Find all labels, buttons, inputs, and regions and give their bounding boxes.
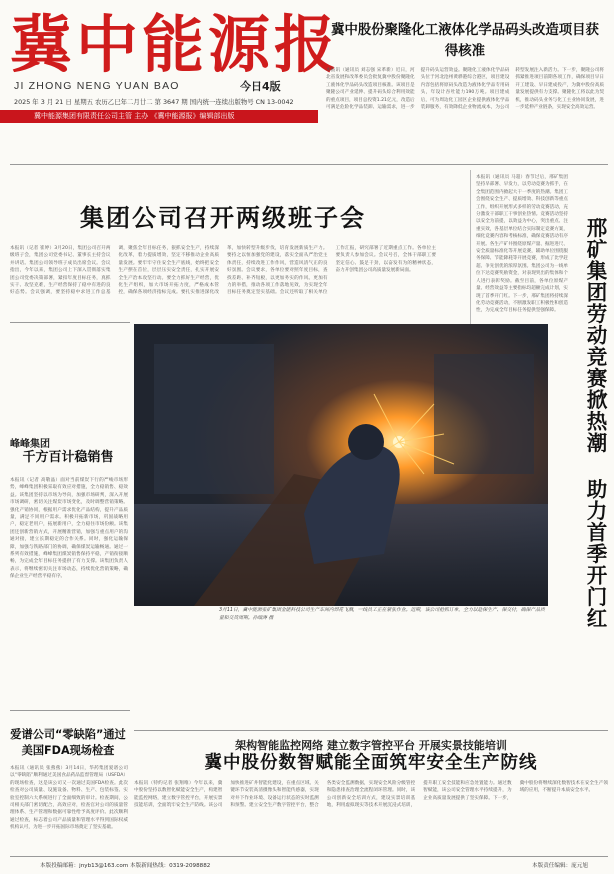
fengfeng-body: 本报讯（记者 高敬晶）面对当前煤炭下行的严峻市场形势，峰峰集团积极采取有效应对措施，全力稳销售、稳效益。该集团坚持以市场为导向，加强市场研判，深入开展市场调研，密切关注煤炭市场变化，及时调整营销策略。强化产销协同，根据用户需求优化产品结构，提升产品质量，满足不同用户需求。积极开拓新市场，巩固战略用户，稳定老用户，拓展新用户，全力稳住市场份额。该集团还创新营销方式，开展精准营销，加强与重点用户的沟通对接，建立长期稳定的合作关系。同时，强化运输保障，加强与铁路部门的协调，确保煤炭运输畅通。通过一系列有效措施，峰峰集团煤炭销售保持平稳，产销衔接顺畅，为完成全年目标任务提供了有力支撑。该集团负责人表示，将继续密切关注市场动态，持续优化营销策略，确保企业生产经营平稳有序。 bbox=[10, 478, 128, 580]
welding-photo bbox=[134, 324, 548, 606]
sponsor-text: 冀中能源集团有限责任公司主管 主办 《冀中能源报》编辑部出版 bbox=[34, 112, 235, 120]
safety-headline[interactable]: 冀中股份数智赋能全面筑牢安全生产防线 bbox=[204, 753, 538, 773]
safety-body: 本报讯（特约记者 张翔唯）今年以来，冀中股份坚持以数智化赋能安全生产，构建智能监控网络，建立数字管控平台，开展实景技能培训，全面筑牢安全生产防线。该公司加快推进矿井智能化建设，在重点区域、关键环节安装高清摄像头和智能传感器，实现对井下作业环境、设备运行状态的实时监测和预警。建立安全生产数字管控平台，整合各类安全监测数据，实现安全风险分级管控和隐患排查治理全流程闭环管理。同时，该公司创新安全培训方式，建设实景培训基地，利用虚拟现实等技术开展沉浸式培训，提升职工安全技能和应急处置能力。通过数智赋能，该公司安全管理水平持续提升，为企业高质量发展提供了坚实保障。下一步，冀中股份将继续深化数智技术在安全生产领域的应用，不断提升本质安全水平。 bbox=[134, 781, 608, 809]
fda-body: 本报讯（通讯员 张燕燕）3月14日，华药集团爱谱公司以“零缺陷”顺利通过美国食品药品监督管理局（USFDA）的现场检查，这是该公司又一次通过美国FDA检查。此次检查对公司质量、设施设备、物料、生产、包装标签、实验室控制六大系统进行了全面细致的审计。检查期间，公司相关部门密切配合，高效应对，检查官对公司的质量管理体系、生产管理和数据可靠性给予高度评价。此次顺利通过检查，标志着公司产品质量和管理水平得到国际权威机构认可，为进一步开拓国际市场奠定了坚实基础。 bbox=[10, 766, 128, 831]
fengfeng-headline[interactable]: 千方百计稳销售 bbox=[22, 450, 114, 465]
divider bbox=[10, 710, 130, 711]
safety-kicker: 架构智能监控网络 建立数字管控平台 开展实景技能培训 bbox=[235, 739, 507, 752]
labor-body: 本报讯（通讯员 马超）春节过后，邢矿集团坚持早部署、早发力，以劳动竞赛为抓手，在全集团范围内掀起大干一季度的热潮。集团工会围绕安全生产、提质增效、科技创新等重点工作，组织开展形式多样的劳动竞赛活动，充分激发干部职工干事创业热情。竞赛活动坚持以安全为前提，以效益为中心，突出重点、注重实效，各基层单位结合实际制定竞赛方案，细化竞赛内容和考核标准，确保竞赛活动有序开展。各生产矿井围绕原煤产量、掘进进尺、安全质量标准化等开展竞赛，辅助单位围绕服务保障、节能降耗等开展竞赛，形成了比学赶超、争先创优的浓厚氛围。集团公司为一线单位下达竞赛奖励资金，对表现突出的集体和个人进行表彰奖励。截至目前，各单位原煤产量、经营效益等主要指标均超额完成计划，实现了首季开门红。下一步，邢矿集团将持续深化劳动竞赛活动，不断激发职工积极性和创造性，为完成全年目标任务提供坚强保障。 bbox=[476, 175, 568, 314]
photo-caption: 3月11日，冀中能源张矿集团金能科技公司生产车间内焊花飞溅，一线员工正在紧张作业。近期，该公司抢抓订单，全力以赴保生产、保交付，确保产品质量和交货周期。孙瑞涛 摄 bbox=[219, 608, 545, 621]
fengfeng-kicker: 峰峰集团 bbox=[10, 439, 50, 450]
fda-headline[interactable]: 爱谱公司“零缺陷”通过美国FDA现场检查 bbox=[10, 728, 126, 757]
footer bbox=[0, 858, 614, 874]
masthead-pinyin: JI ZHONG NENG YUAN BAO bbox=[14, 80, 180, 92]
footer-contact: 本版投稿邮箱：jnyb13@163.com 本版新闻热线：0319-2098882 bbox=[40, 863, 211, 869]
divider bbox=[134, 730, 608, 731]
masthead-logo: 冀中能源报 bbox=[10, 8, 341, 81]
footer-divider bbox=[10, 856, 608, 857]
welding-photo-art bbox=[134, 324, 548, 606]
main-headline[interactable]: 集团公司召开两级班子会 bbox=[80, 204, 366, 232]
dateline: 2025 年 3 月 21 日 星期五 农历乙巳年二月廿二 第 3647 期 国内统一连续出版物号 CN 13-0042 bbox=[14, 98, 294, 106]
footer-editor: 本版责任编辑：庞元旭 bbox=[532, 863, 588, 869]
chemical-body: 本报讯（通讯员 刘志强 宋革新）近日，河北省发展和改革委员会批复冀中股份聚隆化工液体化学品码头改造项目核准。该项目是聚隆公司产业延伸、提升码头综合利用效能的重点项目，项目总投资1.21亿元，改造后可满足危险化学品装卸、运输需求，进一步提升码头运营效益。聚隆化工液体化学品码头位于河北沧州黄骅港综合港区，项目建设内容包括将原码头改造为液体化学品专用码头，年设计吞吐能力190万吨。项目建成后，可为周边化工园区企业提供液体化学品装卸服务，有效降低企业物流成本，为公司转型发展注入新活力。下一步，聚隆公司将抓紧推进项目前期各项工作，确保项目早日开工建设、早日建成投产，为冀中股份高质量发展提供有力支撑。聚隆化工将以此为契机，推动码头业务与化工主业协同发展，进一步延伸产业链条，实现安全高效运营。 bbox=[326, 68, 604, 111]
divider bbox=[10, 322, 130, 323]
main-body: 本报讯（记者 崔婷）3月20日，集团公司召开两级班子会，集团公司党委书记、董事长主持会议并讲话。集团公司领导班子成员出席会议。会议指出，今年以来，集团公司上下深入贯彻落实集团公司党委决策部署，紧扣年度目标任务，真抓实干、攻坚克难，生产经营保持了稳中有进的良好态势。会议强调，要坚持稳中求进工作总基调，聚焦全年目标任务，狠抓安全生产，持续深化改革，着力提质增效，坚定不移推动企业高质量发展。要牢牢守住安全生产底线，始终把安全生产摆在首位，层层压实安全责任，扎实开展安全生产治本攻坚行动。要全力抓好生产经营，优化生产组织，加大市场开拓力度，严格成本管控，确保各项经济指标完成。要扎实推进深化改革，加快转型升级步伐，培育发展新质生产力。要持之以恒加强党的建设，落实全面从严治党主体责任，持续改进工作作风，营造风清气正的良好氛围。会议要求，各单位要对照年度目标，查找差距、补齐短板，以更加务实的作风、更加有力的举措，推动各项工作落地见效，为实现全年目标任务奠定坚实基础。会议还听取了相关单位工作汇报，研究部署了近期重点工作。各单位主要负责人参加会议。会议号召，全体干部职工要坚定信心、鼓足干劲，以奋发有为的精神状态，奋力开创集团公司高质量发展新局面。 bbox=[10, 246, 436, 296]
sponsor-bar bbox=[0, 110, 318, 123]
divider bbox=[10, 164, 608, 165]
labor-headline[interactable]: 邢矿集团劳动竞赛掀热潮 助力首季开门红 bbox=[583, 217, 607, 629]
page-count: 今日4版 bbox=[240, 80, 281, 93]
chemical-headline[interactable]: 冀中股份聚隆化工液体化学品码头改造项目获得核准 bbox=[331, 23, 599, 59]
